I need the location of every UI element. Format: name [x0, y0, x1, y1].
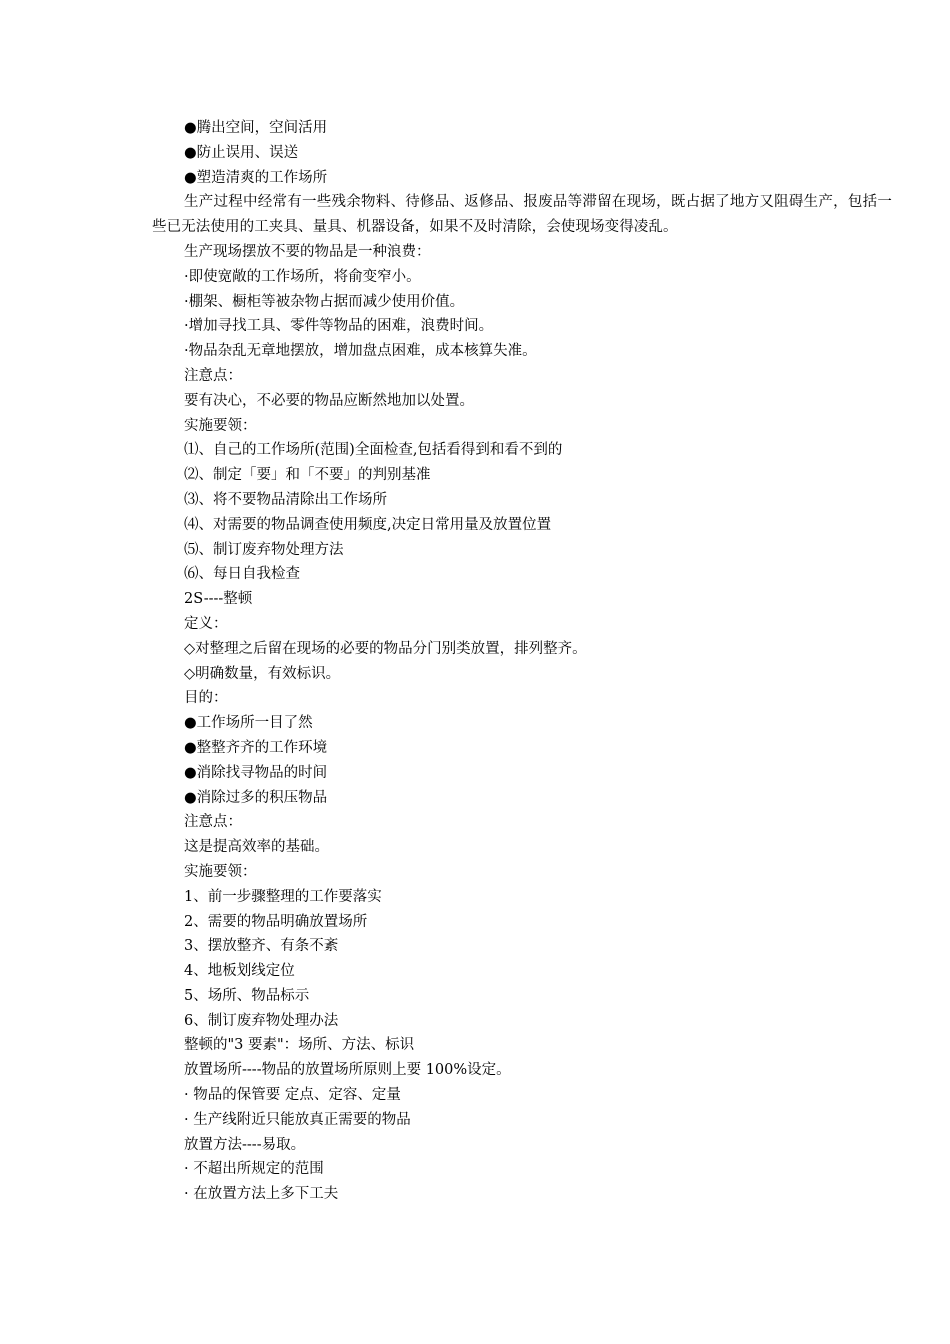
text-line: 注意点：	[184, 814, 242, 831]
text-line: 2、需要的物品明确放置场所	[184, 913, 368, 930]
text-line: 1、前一步骤整理的工作要落实	[184, 888, 382, 905]
text-line: · 不超出所规定的范围	[184, 1161, 324, 1178]
text-line: 实施要领：	[184, 863, 257, 880]
text-line: ⑸、制订废弃物处理方法	[184, 541, 344, 558]
text-line: ●消除找寻物品的时间	[184, 764, 328, 781]
text-line: 4、地板划线定位	[184, 963, 295, 980]
text-line: · 物品的保管要 定点、定容、定量	[184, 1087, 401, 1104]
text-line: ●工作场所一目了然	[184, 715, 313, 732]
text-line: 6、制订废弃物处理办法	[184, 1012, 339, 1029]
document-body	[152, 116, 892, 1207]
text-line: ·即使宽敞的工作场所，将俞变窄小。	[184, 268, 421, 285]
text-line: 注意点：	[184, 367, 242, 384]
text-line: 5、场所、物品标示	[184, 987, 310, 1004]
text-line: 2S----整顿	[184, 591, 253, 608]
text-line: ⑷、对需要的物品调查使用频度,决定日常用量及放置位置	[184, 516, 552, 533]
text-line: ·物品杂乱无章地摆放，增加盘点困难，成本核算失准。	[184, 343, 537, 360]
text-line: ●防止误用、误送	[184, 144, 299, 161]
text-line: ●塑造清爽的工作场所	[184, 169, 328, 186]
text-line: ◇对整理之后留在现场的必要的物品分门别类放置，排列整齐。	[184, 640, 587, 657]
text-line: 实施要领：	[184, 417, 257, 434]
text-line: 目的：	[184, 690, 228, 707]
text-line: 要有决心，不必要的物品应断然地加以处置。	[184, 392, 474, 409]
text-line: ·棚架、橱柜等被杂物占据而减少使用价值。	[184, 293, 465, 310]
text-line: ⑹、每日自我检查	[184, 566, 300, 583]
text-line: ●整整齐齐的工作环境	[184, 739, 328, 756]
text-line: 定义：	[184, 615, 228, 632]
text-line: ●腾出空间，空间活用	[184, 120, 328, 136]
text-line: ●消除过多的积压物品	[184, 789, 328, 806]
text-line: ⑴、自己的工作场所(范围)全面检查,包括看得到和看不到的	[184, 442, 563, 459]
text-line: ◇明确数量，有效标识。	[184, 665, 341, 682]
text-line: 生产现场摆放不要的物品是一种浪费：	[184, 243, 431, 260]
text-line: · 在放置方法上多下工夫	[184, 1186, 339, 1203]
body-paragraph: 生产过程中经常有一些残余物料、待修品、返修品、报废品等滞留在现场，既占据了地方又阻碍生产，包括一些已无法使用的工夹具、量具、机器设备，如果不及时清除，会使现场变得凌乱。	[152, 194, 892, 236]
text-line: 放置场所----物品的放置场所原则上要 100%设定。	[184, 1062, 511, 1079]
text-line: ·增加寻找工具、零件等物品的困难，浪费时间。	[184, 318, 494, 335]
text-line: 整顿的"3 要素"：场所、方法、标识	[184, 1037, 415, 1054]
text-line: 这是提高效率的基础。	[184, 839, 329, 856]
text-line: · 生产线附近只能放真正需要的物品	[184, 1111, 411, 1128]
text-line: ⑵、制定「要」和「不要」的判别基准	[184, 467, 431, 484]
text-line: 放置方法----易取。	[184, 1136, 306, 1153]
text-line: ⑶、将不要物品清除出工作场所	[184, 491, 387, 508]
text-line: 3、摆放整齐、有条不紊	[184, 938, 339, 955]
